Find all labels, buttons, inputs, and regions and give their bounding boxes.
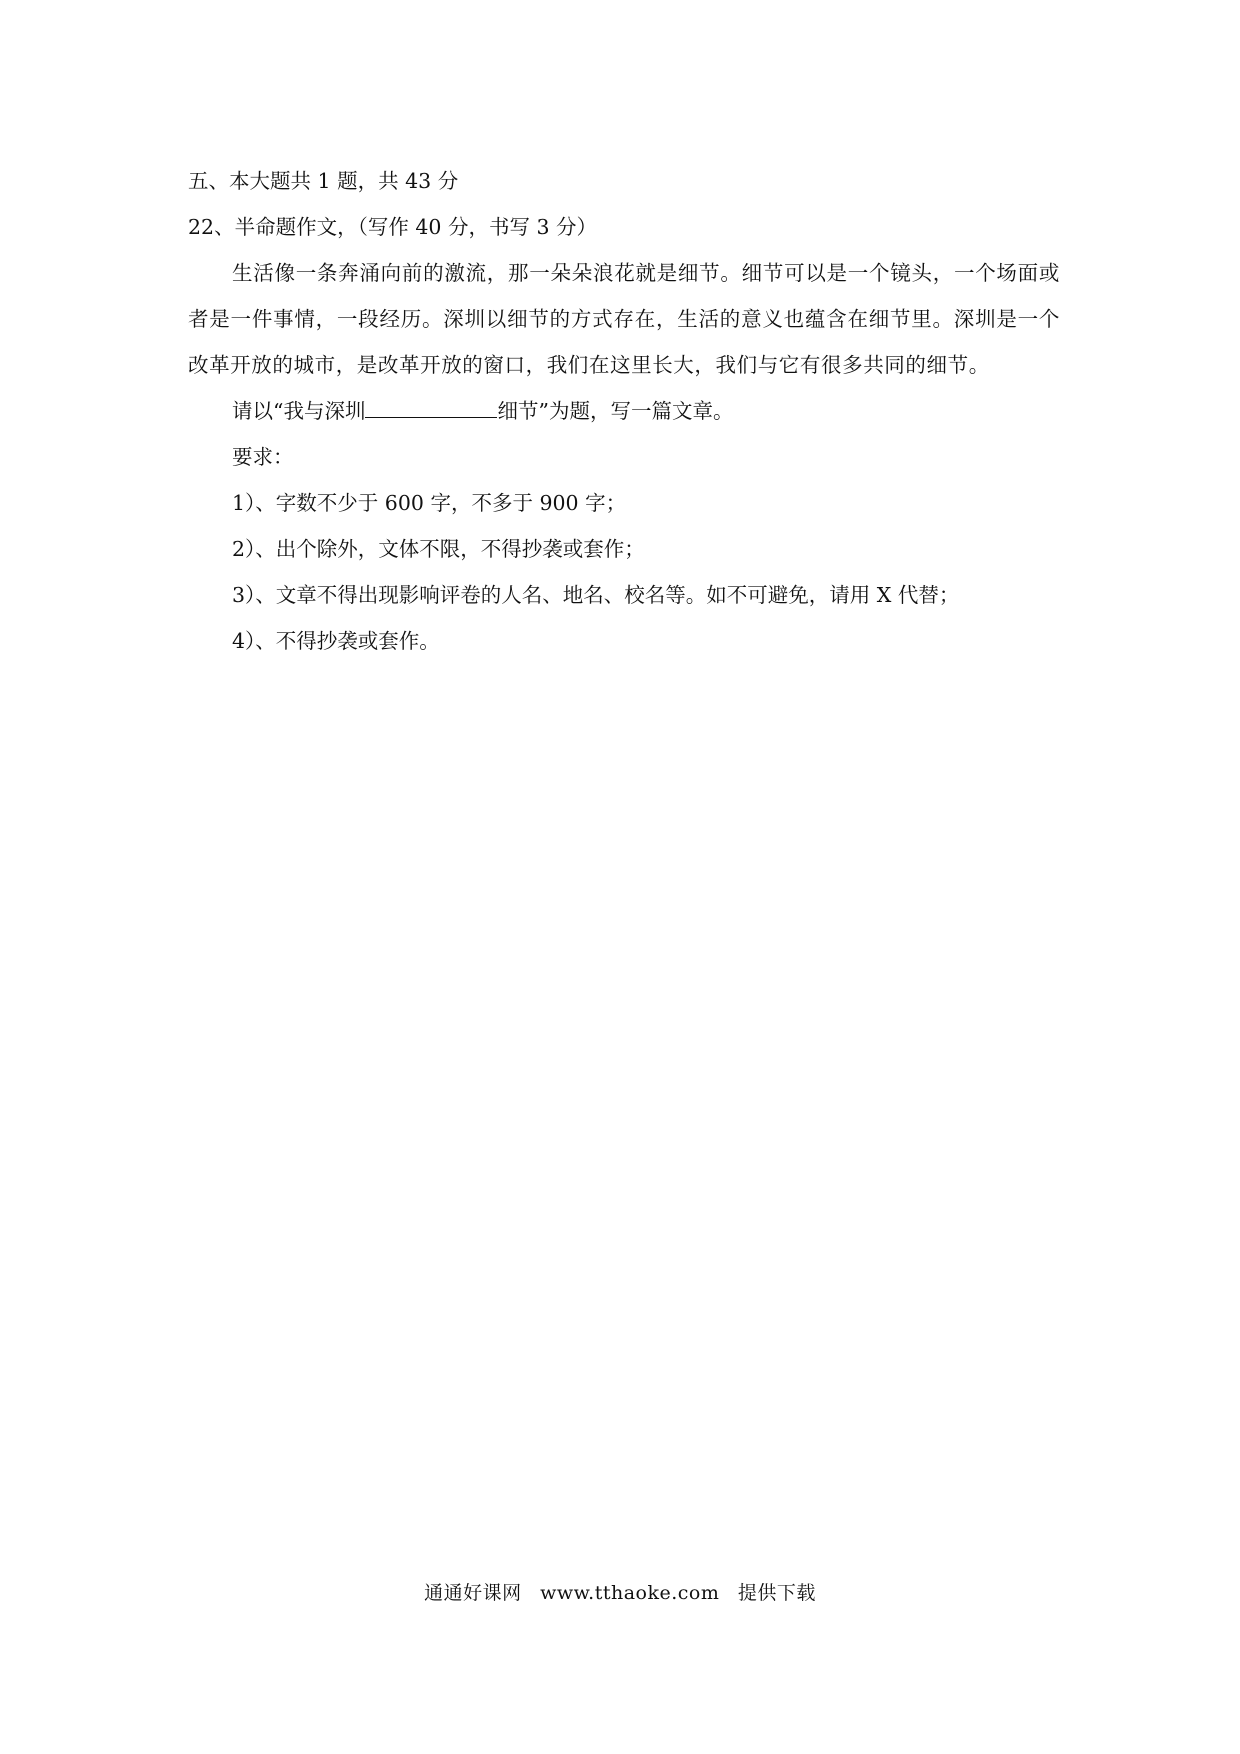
requirement-item: 2）、出个除外，文体不限，不得抄袭或套作； — [232, 537, 645, 561]
requirement-item: 3）、文章不得出现影响评卷的人名、地名、校名等。如不可避免，请用 X 代替； — [232, 583, 960, 607]
essay-prompt — [188, 388, 1060, 434]
question-paragraph: 生活像一条奔涌向前的激流，那一朵朵浪花就是细节。细节可以是一个镜头，一个场面或者是一件事情，一段经历。深圳以细节的方式存在，生活的意义也蕴含在细节里。深圳是一个改革开放的城市，是改革开放的窗口，我们在这里长大，我们与它有很多共同的细节。 — [188, 261, 1060, 377]
question-title: 22、半命题作文，（写作 40 分，书写 3 分） — [188, 215, 598, 239]
footer-note: 提供下载 — [737, 1582, 816, 1604]
section-heading: 五、本大题共 1 题，共 43 分 — [188, 169, 459, 193]
fill-in-blank — [365, 395, 497, 418]
requirements-label: 要求： — [232, 445, 294, 469]
prompt-before: 请以“我与深圳 — [232, 399, 366, 423]
exam-content — [188, 158, 1060, 664]
footer-site-name: 通通好课网 — [424, 1582, 522, 1604]
requirement-item: 1）、字数不少于 600 字，不多于 900 字； — [232, 491, 627, 515]
prompt-after: 细节”为题，写一篇文章。 — [497, 399, 734, 423]
requirement-item: 4）、不得抄袭或套作。 — [232, 629, 440, 653]
footer-url: www.tthaoke.com — [540, 1582, 720, 1604]
page-footer — [0, 1578, 1240, 1605]
